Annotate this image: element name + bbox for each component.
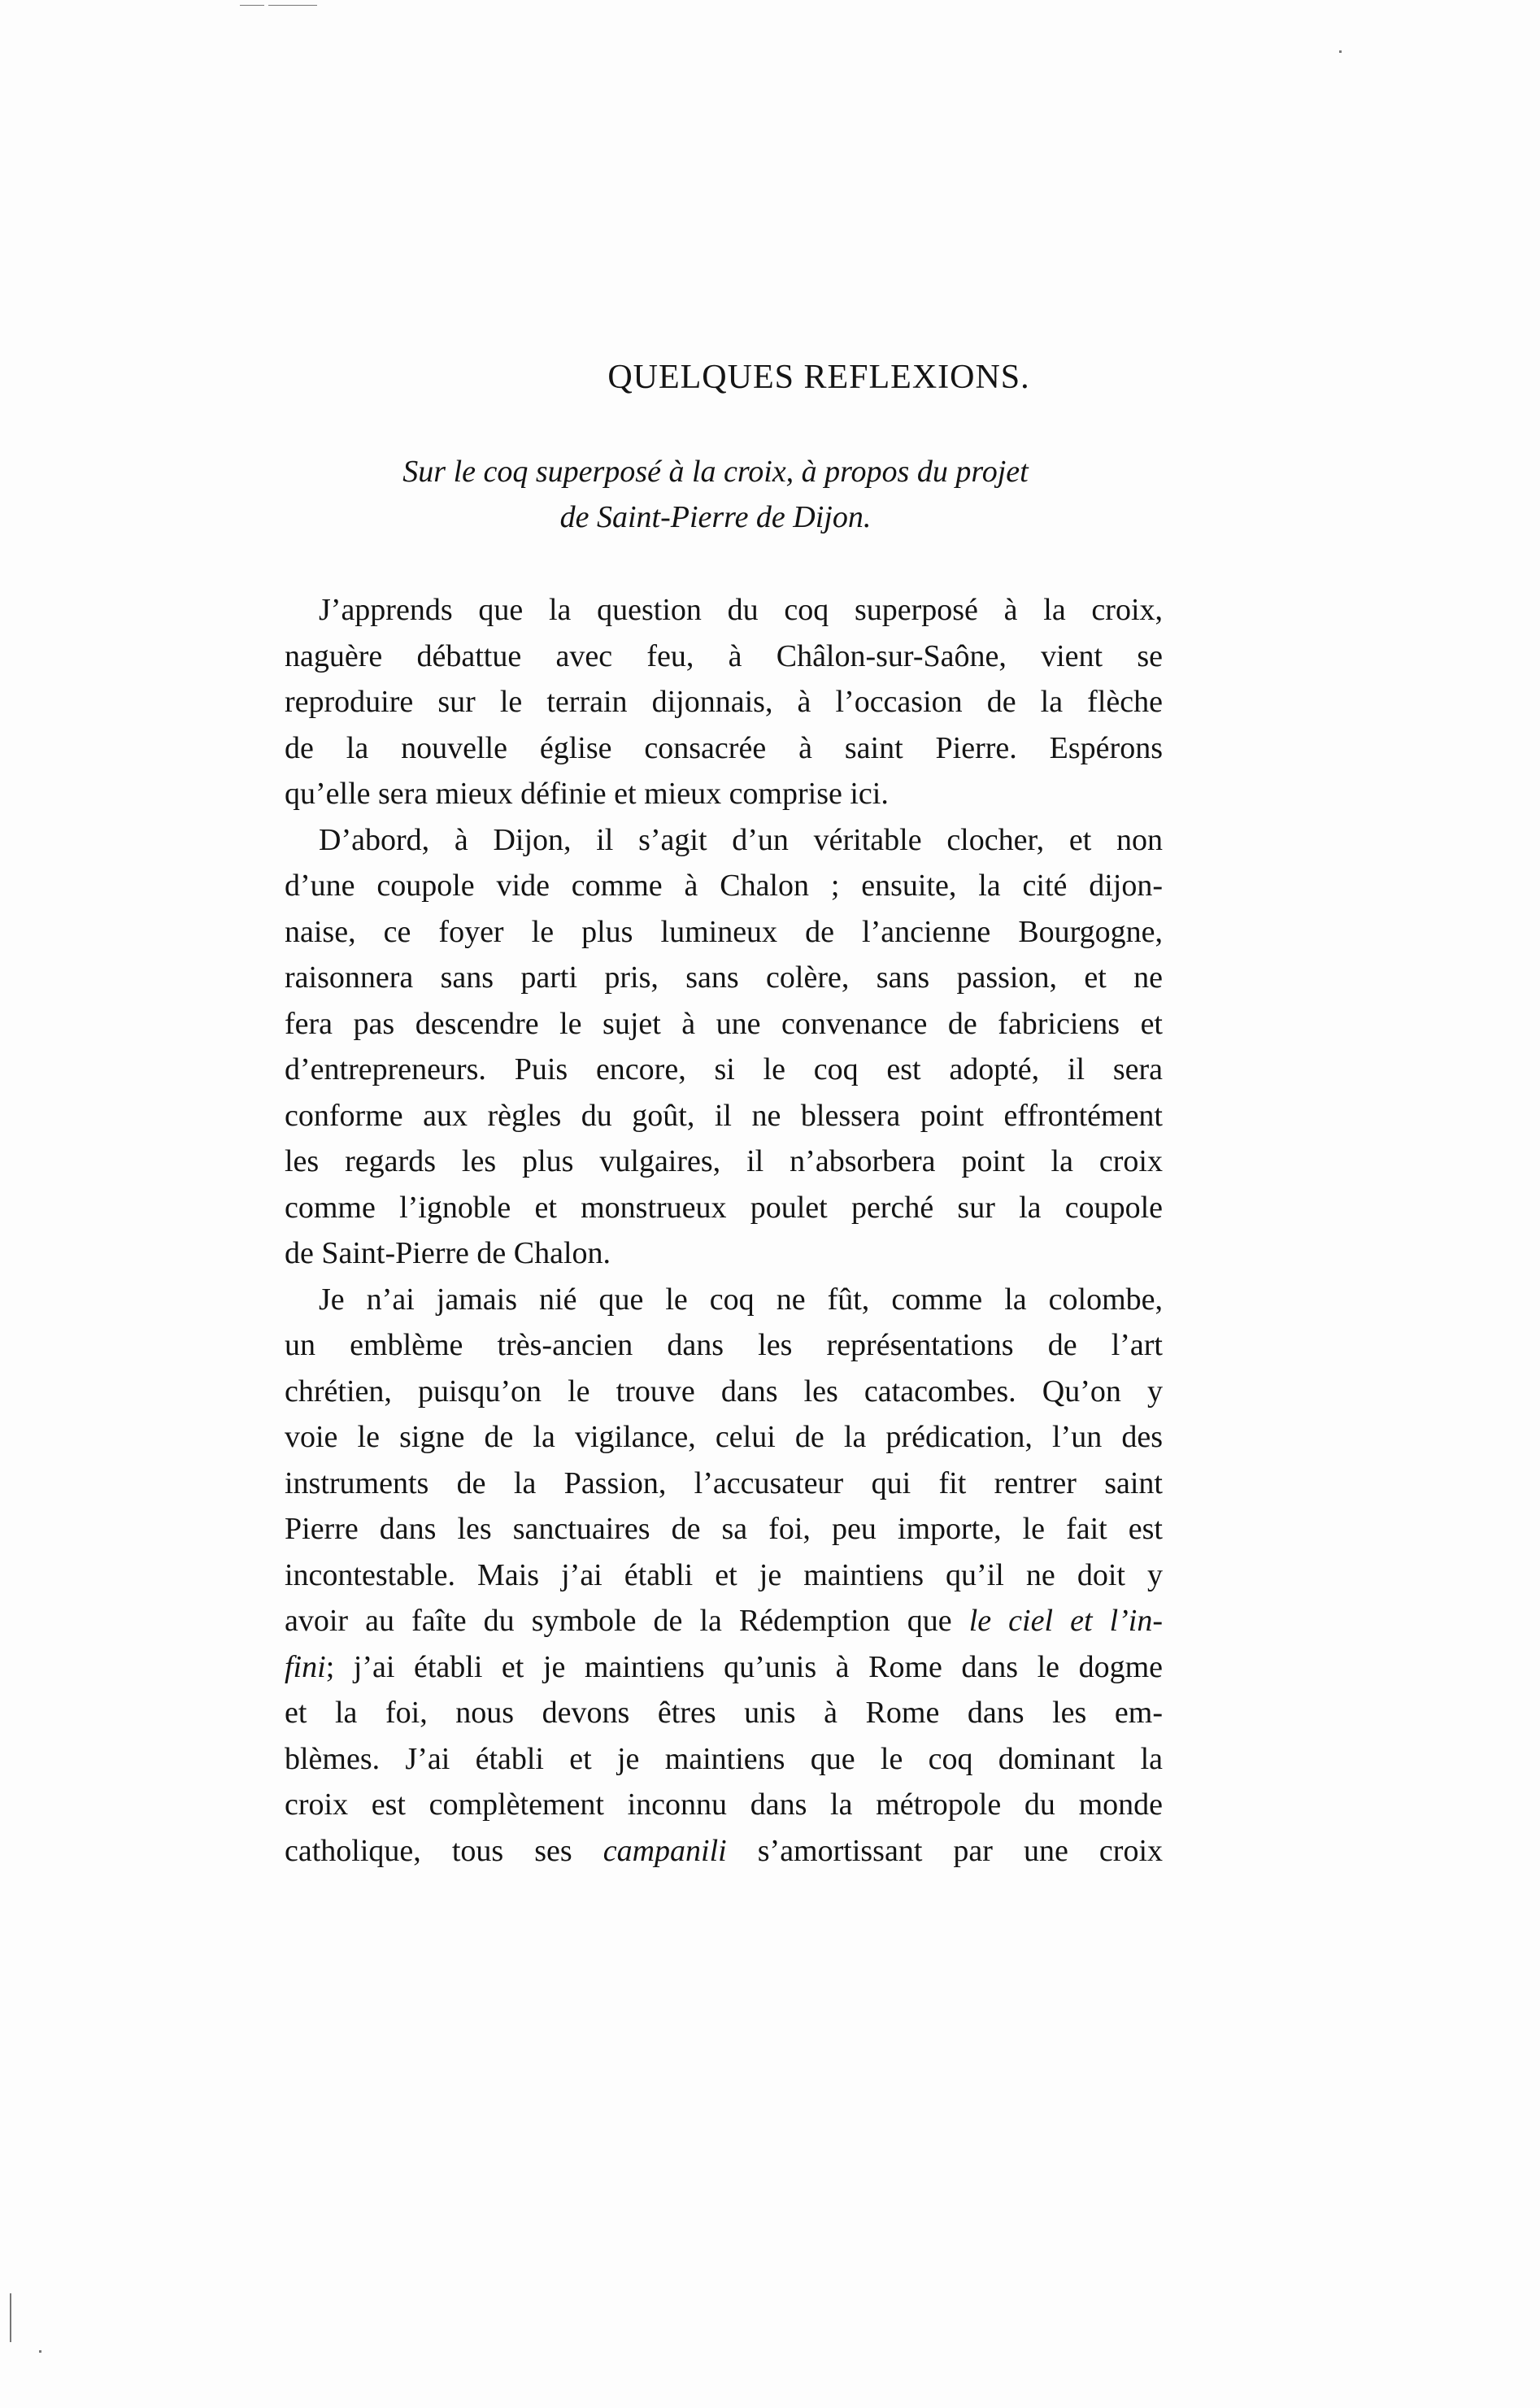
text-line: un emblème très-ancien dans les représentations de l’art [285,1328,1163,1362]
text-run: ; j’ai établi et je maintiens qu’unis à Rome dans le dogme [325,1649,1163,1684]
text-line [285,1828,1163,1875]
text-line: chrétien, puisqu’on le trouve dans les catacombes. Qu’on y [285,1374,1163,1409]
text-line: qu’elle sera mieux définie et mieux comprise ici. [285,777,889,811]
text-line: reproduire sur le terrain dijonnais, à l’occasion de la flèche [285,685,1163,719]
text-line [285,1598,1163,1644]
italic-run: le ciel et l’in- [968,1604,1163,1638]
subtitle-line: Sur le coq superposé à la croix, à propos du projet [402,455,1029,489]
text-line: comme l’ignoble et monstrueux poulet perché sur la coupole [285,1190,1163,1225]
body-text [285,587,1163,1874]
text-line: naise, ce foyer le plus lumineux de l’ancienne Bourgogne, [285,914,1163,949]
text-line: raisonnera sans parti pris, sans colère, sans passion, et ne [285,960,1163,995]
text-line: et la foi, nous devons êtres unis à Rome dans les em- [285,1696,1163,1730]
text-line: incontestable. Mais j’ai établi et je maintiens qu’il ne doit y [285,1557,1163,1592]
text-line: fera pas descendre le sujet à une convenance de fabriciens et [285,1006,1163,1041]
scan-mark [268,5,317,6]
text-line: naguère débattue avec feu, à Châlon-sur-Saône, vient se [285,638,1163,673]
italic-run: fini [285,1649,326,1684]
text-line: Je n’ai jamais nié que le coq ne fût, comme la colombe, [319,1282,1163,1317]
text-line: instruments de la Passion, l’accusateur qui fit rentrer saint [285,1465,1163,1500]
page-title: QUELQUES REFLEXIONS. [607,359,1030,396]
italic-run: campanili [603,1833,727,1868]
text-line: croix est complètement inconnu dans la métropole du monde [285,1787,1163,1822]
text-run: catholique, tous ses [285,1833,603,1868]
text-line: blèmes. J’ai établi et je maintiens que le coq dominant la [285,1741,1163,1776]
subtitle-line: de Saint-Pierre de Dijon. [559,500,872,534]
text-run: avoir au faîte du symbole de la Rédemption que [285,1604,969,1638]
scan-mark [39,2350,41,2353]
text-line: D’abord, à Dijon, il s’agit d’un véritable clocher, et non [319,822,1163,857]
text-line: de la nouvelle église consacrée à saint Pierre. Espérons [285,730,1163,765]
text-line: voie le signe de la vigilance, celui de la prédication, l’un des [285,1420,1163,1454]
text-line: d’entrepreneurs. Puis encore, si le coq est adopté, il sera [285,1052,1163,1086]
text-line: Pierre dans les sanctuaires de sa foi, peu importe, le fait est [285,1512,1163,1546]
scan-mark [240,5,264,6]
text-line: de Saint-Pierre de Chalon. [285,1236,611,1270]
scan-mark [1339,50,1342,53]
text-line: d’une coupole vide comme à Chalon ; ensuite, la cité dijon- [285,869,1163,903]
text-line: les regards les plus vulgaires, il n’absorbera point la croix [285,1144,1163,1178]
text-line [285,1644,1163,1691]
text-line: conforme aux règles du goût, il ne blessera point effrontément [285,1098,1163,1133]
text-run: s’amortissant par une croix [726,1833,1163,1868]
scan-mark [10,2293,11,2342]
text-line: J’apprends que la question du coq superposé à la croix, [319,593,1163,627]
subtitle [309,449,1122,540]
